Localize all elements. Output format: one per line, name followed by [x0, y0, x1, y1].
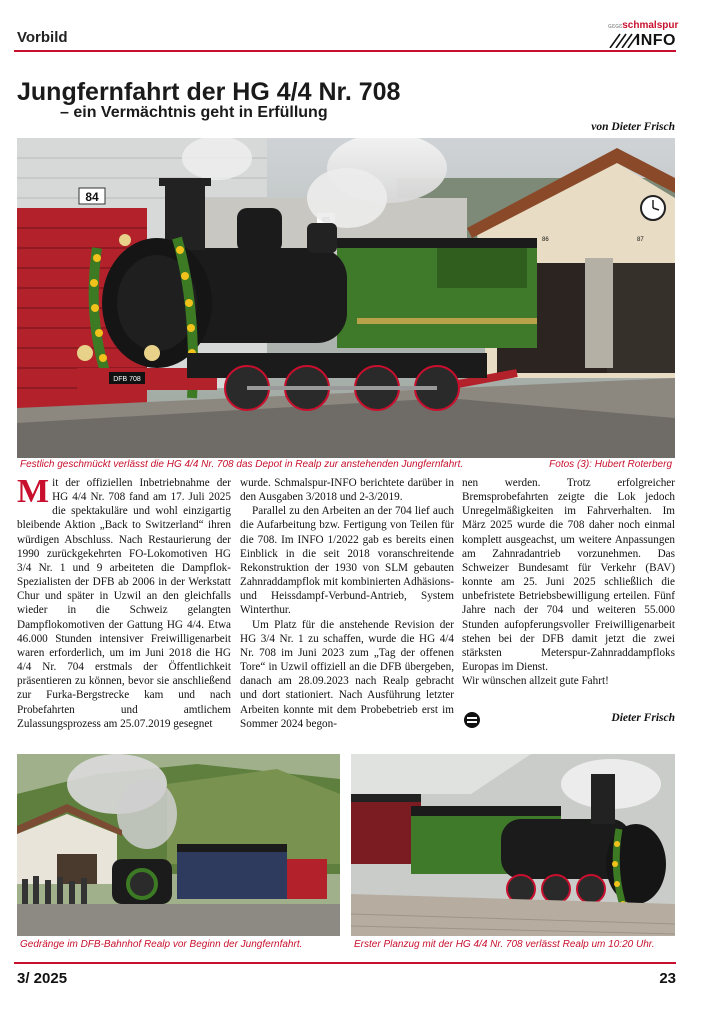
logo-prefix: ɢɛɢɛ: [608, 23, 623, 30]
col2-paragraph-2: Parallel zu den Arbeiten an der 704 lief auch die Aufarbeitung bzw. Fertigung von Teilen für die 708. Im INFO 1/2022 gab es bereits einen Einblick in die seit 2018 voranschreitende Rekonstruktion der 1930 von SLM gebauten Zahnraddampflok mit kombinierten Adhäsions- und Heissdampf-Verbund-Antrieb, System Winterthur.: [240, 505, 454, 617]
header-rule: [14, 50, 676, 52]
article-title: Jungfernfahrt der HG 4/4 Nr. 708: [17, 78, 401, 106]
main-caption-bar: [17, 458, 675, 473]
article-subtitle: – ein Vermächtnis geht in Erfüllung: [60, 104, 328, 121]
end-mark-icon: [464, 712, 480, 728]
article-signoff: Dieter Frisch: [611, 712, 675, 724]
right-photo-caption: Erster Planzug mit der HG 4/4 Nr. 708 verlässt Realp um 10:20 Uhr.: [354, 939, 655, 950]
col2-paragraph-3: Um Platz für die anstehende Revision der HG 3/4 Nr. 1 zu schaffen, wurde die HG 4/4 Nr. 708 im Juni 2023 zum „Tag der offenen Tore“ in Uzwil offiziell an die DFB übergeben, danach am 28.09.2023 nach Realp gebracht und dort stationiert. Nach Ausführung letzter Arbeiten konnte mit dem Probebetrieb erst im Sommer 2024 begon-: [240, 618, 454, 730]
col3-paragraph-2: Wir wünschen allzeit gute Fahrt!: [462, 675, 609, 688]
drop-cap: M: [17, 473, 50, 510]
section-label: Vorbild: [17, 29, 68, 46]
main-photo: [17, 138, 675, 458]
photo-credit: Fotos (3): Hubert Roterberg: [549, 459, 672, 470]
depot-number-86: 86: [542, 237, 549, 243]
col1-paragraph-1: it der offiziellen Inbetriebnahme der HG 4/4 Nr. 708 fand am 17. Juli 2025 die spektakuläre und wohl einzigartig bleibende Aktion „Back to Switzerland“ ihren würdigen Abschluss. Nach Restaurierung der 1990 zurückgekehrten FO-Lokomotiven HG 3/4 Nr. 1 und 9 arbeiteten die Dampflok-Spezialisten der DFB ab 2006 in der Werkstatt Chur und später in Uzwil an den gleichfalls wieder in die Schweiz gelangten Dampflokomotiven der Gattung HG 4/4. Etwa 46.000 Stunden intensiver Freiwilligenarbeit waren erforderlich, um im Juni 2018 die HG 4/4 Nr. 704 erstmals der Öffentlichkeit präsentieren zu können, bevor sie anschließend zur Furka-Bergstrecke kam und nach Probefahrten und amtlichem Zulassungsprozess am 25.07.2019 gesegnet: [17, 477, 231, 730]
logo-bottom-text: INFO: [635, 32, 676, 49]
footer-rule: [14, 962, 676, 964]
left-photo-caption: Gedränge im DFB-Bahnhof Realp vor Beginn der Jungfernfahrt.: [20, 939, 303, 950]
loco-number-plate: DFB 708: [113, 376, 141, 383]
text-column-3: [462, 476, 675, 688]
byline: von Dieter Frisch: [591, 121, 675, 133]
logo-top-text: schmalspur: [622, 20, 679, 31]
magazine-logo: [608, 20, 679, 49]
text-column-1: [17, 473, 231, 731]
col3-paragraph-1: nen werden. Trotz erfolgreicher Bremsprobefahrten zeigte die Lok jedoch Unregelmäßigkeiten im Fahrverhalten. Im März 2025 wurde die 708 daher noch einmal komplett ausgeachst, um weitere Anpassungen am Zahnradantrieb vorzunehmen. Das Schweizer Bundesamt für Verkehr (BAV) konnte am 25. Juni 2025 schließlich die unbefristete Betriebsbewilligung erteilen. Fünf Jahre nach der 704 und weiteren 55.000 Stunden aufopferungsvoller Freiwilligenarbeit stehen bei der DFB damit jetzt die zwei stärksten Meterspur-Zahnraddampfloks Europas im Dienst.: [462, 477, 675, 674]
main-photo-caption: Festlich geschmückt verlässt die HG 4/4 Nr. 708 das Depot in Realp zur anstehenden Jungfernfahrt.: [20, 459, 464, 470]
photo-first-train: [351, 754, 675, 936]
col2-paragraph-1: wurde. Schmalspur-INFO berichtete darüber in den Ausgaben 3/2018 und 2-3/2019.: [240, 477, 454, 504]
depot-number-87: 87: [637, 237, 644, 243]
issue-number: 3/ 2025: [17, 970, 68, 987]
depot-number-84: 84: [85, 190, 99, 204]
page-number: 23: [659, 970, 676, 987]
text-column-2: [240, 476, 454, 731]
photo-realp-station: [17, 754, 340, 936]
